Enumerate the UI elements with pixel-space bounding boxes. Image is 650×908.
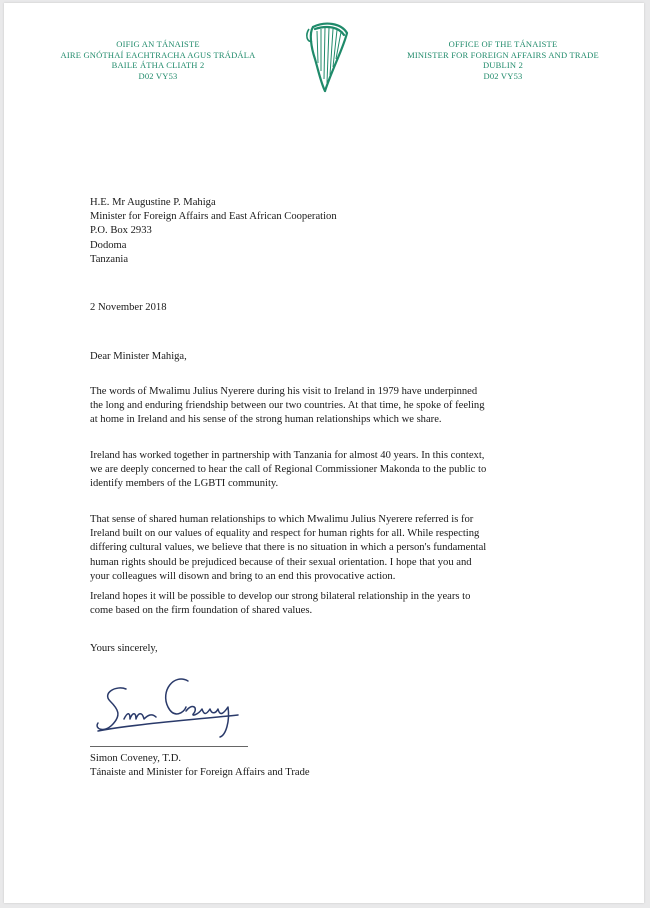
paragraph-line: human rights should be prejudiced because of their sexual orientation. I hope that you and bbox=[90, 556, 472, 568]
letter-date: 2 November 2018 bbox=[90, 302, 167, 313]
address-line: Minister for Foreign Affairs and East African Cooperation bbox=[90, 211, 337, 223]
letterhead-line: AIRE GNÓTHAÍ EACHTRACHA AGUS TRÁDÁLA bbox=[60, 49, 256, 60]
signer-name: Simon Coveney, T.D. bbox=[90, 753, 182, 764]
address-line: Dodoma bbox=[90, 239, 127, 251]
paragraph-line: identify members of the LGBTI community. bbox=[90, 478, 279, 490]
letterhead-line: OFFICE OF THE TÁNAISTE bbox=[448, 39, 558, 49]
letter-page bbox=[4, 3, 644, 903]
handwritten-signature bbox=[88, 663, 248, 743]
signature-line bbox=[90, 746, 248, 747]
signer-title: Tánaiste and Minister for Foreign Affairs and Trade bbox=[90, 767, 310, 779]
recipient-address bbox=[90, 196, 337, 267]
address-line: P.O. Box 2933 bbox=[90, 225, 152, 237]
paragraph-line: Ireland hopes it will be possible to develop our strong bilateral relationship in the years to bbox=[90, 591, 471, 602]
letterhead-line: DUBLIN 2 bbox=[482, 60, 524, 70]
body-paragraph bbox=[90, 513, 580, 584]
paragraph-line: Ireland built on our values of equality and respect for human rights for all. While respecting bbox=[90, 528, 480, 540]
paragraph-line: differing cultural values, we believe that there is no situation in which a person's fundamental bbox=[90, 542, 487, 554]
letterhead-line: D02 VY53 bbox=[138, 70, 178, 81]
paragraph-line: Ireland has worked together in partnership with Tanzania for almost 40 years. In this context, bbox=[90, 450, 485, 461]
salutation: Dear Minister Mahiga, bbox=[90, 351, 187, 362]
paragraph-line: at home in Ireland and his sense of the strong human relationships which we share. bbox=[90, 414, 442, 426]
address-line: H.E. Mr Augustine P. Mahiga bbox=[90, 197, 216, 208]
paragraph-line: That sense of shared human relationships to which Mwalimu Julius Nyerere referred is for bbox=[90, 514, 474, 525]
body-paragraph bbox=[90, 449, 580, 492]
signer-block bbox=[90, 752, 310, 780]
body-paragraph bbox=[90, 385, 580, 428]
paragraph-line: The words of Mwalimu Julius Nyerere during his visit to Ireland in 1979 have underpinned bbox=[90, 386, 478, 397]
address-line: Tanzania bbox=[90, 253, 129, 265]
paragraph-line: we are deeply concerned to hear the call of Regional Commissioner Makonda to the public to bbox=[90, 464, 487, 476]
letterhead-line: OIFIG AN TÁNAISTE bbox=[116, 39, 200, 49]
letterhead-english bbox=[372, 39, 634, 81]
closing: Yours sincerely, bbox=[90, 643, 158, 654]
body-paragraph bbox=[90, 590, 580, 618]
letterhead-line: MINISTER FOR FOREIGN AFFAIRS AND TRADE bbox=[407, 49, 599, 60]
paragraph-line: the long and enduring friendship between our two countries. At that time, he spoke of feeling bbox=[90, 400, 485, 412]
letterhead-line: BAILE ÁTHA CLIATH 2 bbox=[111, 60, 205, 70]
letterhead-irish bbox=[38, 39, 278, 81]
paragraph-line: come based on the firm foundation of shared values. bbox=[90, 605, 313, 617]
letterhead-line: D02 VY53 bbox=[483, 70, 523, 81]
harp-icon bbox=[303, 19, 353, 99]
paragraph-line: your colleagues will disown and bring to an end this provocative action. bbox=[90, 570, 396, 582]
